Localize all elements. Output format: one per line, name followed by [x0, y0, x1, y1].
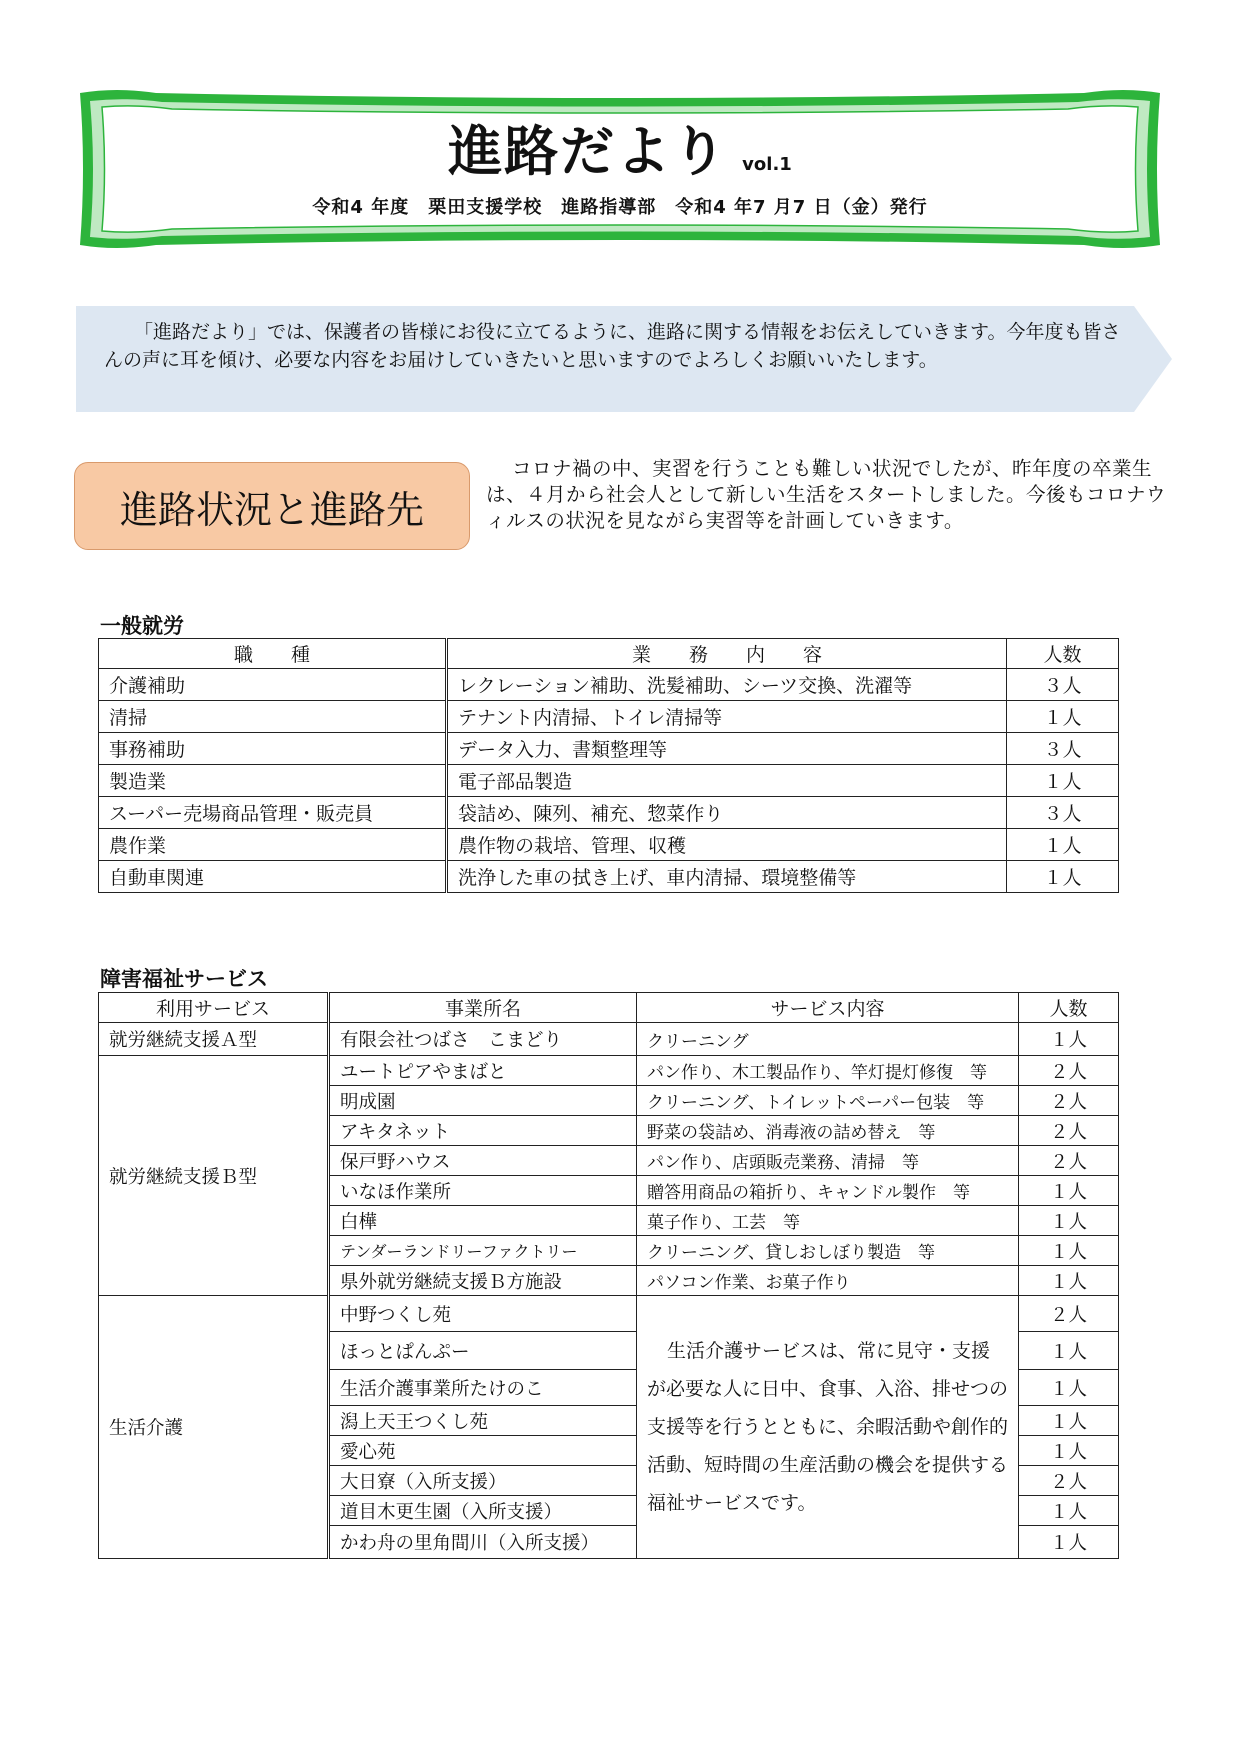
content-cell: クリーニング、トイレットペーパー包装 等 [637, 1086, 1019, 1116]
count-cell: １人 [1019, 1526, 1119, 1559]
table-row [99, 1296, 1119, 1332]
office-cell: 道目木更生園（入所支援） [329, 1496, 637, 1526]
job-cell: 自動車関連 [99, 861, 447, 893]
office-cell: ユートピアやまばと [329, 1056, 637, 1086]
count-cell: １人 [1007, 701, 1119, 733]
table-row [99, 1056, 1119, 1086]
count-cell: ２人 [1019, 1116, 1119, 1146]
content-cell: 贈答用商品の箱折り、キャンドル製作 等 [637, 1176, 1019, 1206]
work-cell: 農作物の栽培、管理、収穫 [447, 829, 1007, 861]
title-row [76, 109, 1164, 186]
office-cell: アキタネット [329, 1116, 637, 1146]
table-row [99, 701, 1119, 733]
content-cell: 菓子作り、工芸 等 [637, 1206, 1019, 1236]
welfare-heading: 障害福祉サービス [100, 967, 268, 991]
office-cell: 愛心苑 [329, 1436, 637, 1466]
welfare-table [98, 992, 1119, 1559]
office-cell: 県外就労継続支援Ｂ方施設 [329, 1266, 637, 1296]
content-cell: パン作り、店頭販売業務、清掃 等 [637, 1146, 1019, 1176]
office-cell: 中野つくし苑 [329, 1296, 637, 1332]
office-cell: ほっとぱんぷー [329, 1332, 637, 1370]
table-row [99, 829, 1119, 861]
column-header-count: 人数 [1019, 993, 1119, 1023]
office-cell: 白樺 [329, 1206, 637, 1236]
count-cell: １人 [1019, 1436, 1119, 1466]
count-cell: ３人 [1007, 669, 1119, 701]
column-header-service: 利用サービス [99, 993, 329, 1023]
count-cell: １人 [1019, 1023, 1119, 1056]
table-row [99, 765, 1119, 797]
column-header-count: 人数 [1007, 639, 1119, 669]
work-cell: テナント内清掃、トイレ清掃等 [447, 701, 1007, 733]
table-row [99, 669, 1119, 701]
work-cell: 電子部品製造 [447, 765, 1007, 797]
job-cell: 製造業 [99, 765, 447, 797]
count-cell: ２人 [1019, 1296, 1119, 1332]
count-cell: １人 [1019, 1176, 1119, 1206]
count-cell: ２人 [1019, 1086, 1119, 1116]
office-cell: テンダーランドリーファクトリー [329, 1236, 637, 1266]
count-cell: ２人 [1019, 1466, 1119, 1496]
issue-line: 令和4 年度 栗田支援学校 進路指導部 令和4 年7 月7 日（金）発行 [312, 197, 928, 218]
job-cell: 農作業 [99, 829, 447, 861]
column-header-work: 業 務 内 容 [447, 639, 1007, 669]
work-cell: データ入力、書類整理等 [447, 733, 1007, 765]
office-cell: 大日寮（入所支援） [329, 1466, 637, 1496]
table-row [99, 733, 1119, 765]
job-cell: スーパー売場商品管理・販売員 [99, 797, 447, 829]
count-cell: １人 [1019, 1266, 1119, 1296]
office-cell: いなほ作業所 [329, 1176, 637, 1206]
count-cell: １人 [1007, 861, 1119, 893]
volume-label: vol.1 [742, 154, 792, 175]
service-cell: 就労継続支援Ｂ型 [99, 1056, 329, 1296]
work-cell: レクレーション補助、洗髪補助、シーツ交換、洗濯等 [447, 669, 1007, 701]
column-header-office: 事業所名 [329, 993, 637, 1023]
job-cell: 事務補助 [99, 733, 447, 765]
content-cell: 野菜の袋詰め、消毒液の詰め替え 等 [637, 1116, 1019, 1146]
table-row [99, 1023, 1119, 1056]
newsletter-title: 進路だより [448, 120, 729, 183]
count-cell: ２人 [1019, 1146, 1119, 1176]
count-cell: １人 [1007, 765, 1119, 797]
table-row [99, 861, 1119, 893]
count-cell: １人 [1019, 1332, 1119, 1370]
office-cell: かわ舟の里角間川（入所支援） [329, 1526, 637, 1559]
content-cell: クリーニング、貸しおしぼり製造 等 [637, 1236, 1019, 1266]
job-cell: 介護補助 [99, 669, 447, 701]
count-cell: １人 [1007, 829, 1119, 861]
count-cell: １人 [1019, 1496, 1119, 1526]
section-description: コロナ禍の中、実習を行うことも難しい状況でしたが、昨年度の卒業生は、４月から社会人として新しい生活をスタートしました。今後もコロナウィルスの状況を見ながら実習等を計画していきます。 [486, 457, 1167, 532]
office-cell: 有限会社つばさ こまどり [329, 1023, 637, 1056]
service-cell: 生活介護 [99, 1296, 329, 1559]
intro-box [76, 306, 1172, 412]
work-cell: 袋詰め、陳列、補充、惣菜作り [447, 797, 1007, 829]
count-cell: ２人 [1019, 1056, 1119, 1086]
count-cell: ３人 [1007, 797, 1119, 829]
employment-table [98, 638, 1119, 893]
office-cell: 生活介護事業所たけのこ [329, 1370, 637, 1406]
table-header-row [99, 639, 1119, 669]
intro-text: 「進路だより」では、保護者の皆様にお役に立てるように、進路に関する情報をお伝えしていきます。今年度も皆さんの声に耳を傾け、必要な内容をお届けしていきたいと思いますのでよろしくお願いいたします。 [104, 321, 1121, 371]
count-cell: ３人 [1007, 733, 1119, 765]
service-cell: 就労継続支援Ａ型 [99, 1023, 329, 1056]
column-header-content: サービス内容 [637, 993, 1019, 1023]
column-header-job: 職 種 [99, 639, 447, 669]
count-cell: １人 [1019, 1236, 1119, 1266]
office-cell: 明成園 [329, 1086, 637, 1116]
care-description-cell: 生活介護サービスは、常に見守・支援が必要な人に日中、食事、入浴、排せつの支援等を行うとともに、余暇活動や創作的活動、短時間の生産活動の機会を提供する福祉サービスです。 [637, 1296, 1019, 1559]
section-title-badge: 進路状況と進路先 [74, 462, 470, 550]
table-row [99, 797, 1119, 829]
header-banner [76, 85, 1164, 253]
content-cell: クリーニング [637, 1023, 1019, 1056]
count-cell: １人 [1019, 1370, 1119, 1406]
office-cell: 潟上天王つくし苑 [329, 1406, 637, 1436]
count-cell: １人 [1019, 1406, 1119, 1436]
content-cell: パソコン作業、お菓子作り [637, 1266, 1019, 1296]
count-cell: １人 [1019, 1206, 1119, 1236]
office-cell: 保戸野ハウス [329, 1146, 637, 1176]
content-cell: パン作り、木工製品作り、竿灯提灯修復 等 [637, 1056, 1019, 1086]
work-cell: 洗浄した車の拭き上げ、車内清掃、環境整備等 [447, 861, 1007, 893]
job-cell: 清掃 [99, 701, 447, 733]
table-header-row [99, 993, 1119, 1023]
employment-heading: 一般就労 [100, 614, 184, 638]
